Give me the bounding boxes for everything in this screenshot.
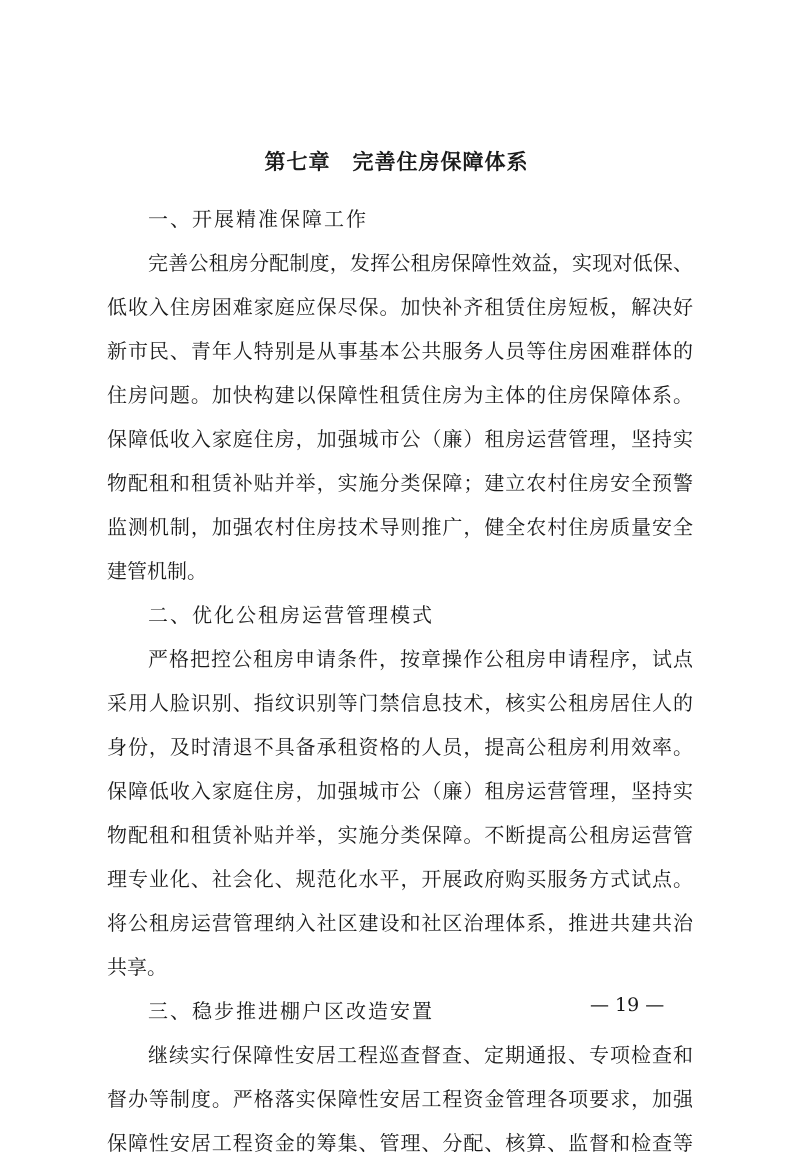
text-line: 物配租和租赁补贴并举，实施分类保障。不断提高公租房运营管 [107,823,693,847]
section-paragraph [107,241,693,593]
section-paragraph [107,1033,693,1165]
text-line: 采用人脸识别、指纹识别等门禁信息技术，核实公租房居住人的 [107,691,693,715]
text-line: 理专业化、社会化、规范化水平，开展政府购买服务方式试点。 [107,867,693,891]
text-line: 完善公租房分配制度，发挥公租房保障性效益，实现对低保、 [148,251,693,275]
text-line: 物配租和租赁补贴并举，实施分类保障；建立农村住房安全预警 [107,471,693,495]
text-line: 将公租房运营管理纳入社区建设和社区治理体系，推进共建共治 [107,911,693,935]
text-line: 保障低收入家庭住房，加强城市公（廉）租房运营管理，坚持实 [107,779,693,803]
text-line: 住房问题。加快构建以保障性租赁住房为主体的住房保障体系。 [107,383,693,407]
text-line: 保障性安居工程资金的筹集、管理、分配、核算、监督和检查等 [107,1131,693,1155]
text-line: 身份，及时清退不具备承租资格的人员，提高公租房利用效率。 [107,735,693,759]
section-heading: 二、优化公租房运营管理模式 [148,603,434,627]
section-heading: 一、开展精准保障工作 [148,207,368,231]
text-line: 督办等制度。严格落实保障性安居工程资金管理各项要求，加强 [107,1087,693,1111]
text-line: 新市民、青年人特别是从事基本公共服务人员等住房困难群体的 [107,339,693,363]
text-line: 继续实行保障性安居工程巡查督查、定期通报、专项检查和 [148,1043,693,1067]
page-number: — 19 — [590,994,665,1016]
text-line: 建管机制。 [107,559,207,583]
document-body [107,197,693,1165]
text-line: 严格把控公租房申请条件，按章操作公租房申请程序，试点 [148,647,693,671]
text-line: 共享。 [107,955,167,979]
section-paragraph [107,637,693,989]
text-line: 监测机制，加强农村住房技术导则推广，健全农村住房质量安全 [107,515,693,539]
chapter-title: 第七章 完善住房保障体系 [264,150,529,174]
section-heading: 三、稳步推进棚户区改造安置 [148,999,434,1023]
text-line: 低收入住房困难家庭应保尽保。加快补齐租赁住房短板，解决好 [107,295,693,319]
text-line: 保障低收入家庭住房，加强城市公（廉）租房运营管理，坚持实 [107,427,693,451]
